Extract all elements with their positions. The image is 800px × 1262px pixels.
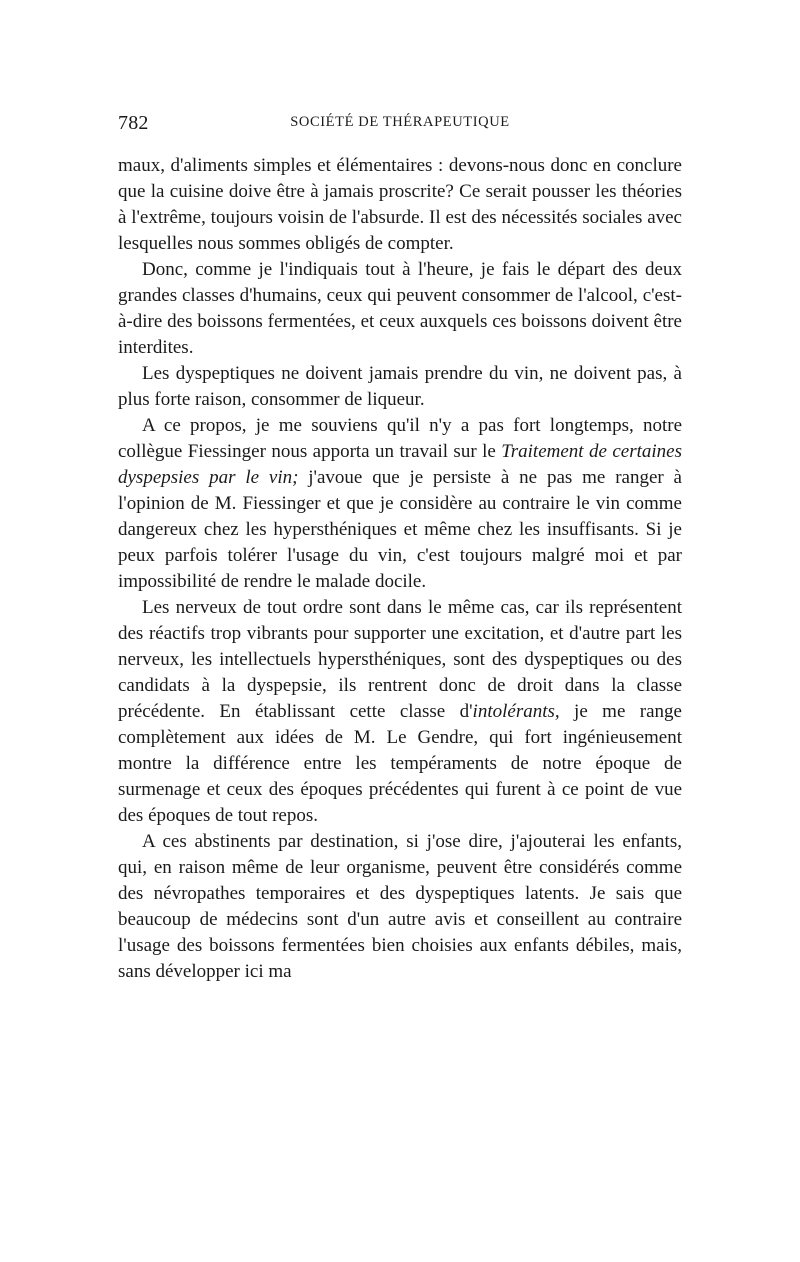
emphasized-term: intolérants, (472, 701, 560, 722)
paragraph-fiessinger (118, 413, 682, 595)
paragraph-fiessinger-text-end: j'avoue que je persiste à ne pas me ranger à l'opinion de M. Fiessinger et que je considère au contraire le vin comme dangereux chez les hypersthéniques et même chez les insuffisants. Si je peux parfois tolérer l'usage du vin, c'est toujours malgré moi et par impossibilité de rendre le malade docile. (118, 467, 682, 592)
book-page (118, 112, 682, 985)
paragraph-dyspeptiques: Les dyspeptiques ne doivent jamais prendre du vin, ne doivent pas, à plus forte raison, consommer de liqueur. (118, 363, 682, 410)
page-number: 782 (118, 112, 149, 134)
paragraph-nerveux-text-start: Les nerveux de tout ordre sont dans le même cas, car ils représentent des réactifs trop vibrants pour supporter une excitation, et d'autre part les nerveux, les intellectuels hypersthéniques, sont des dyspeptiques ou des candidats à la dyspepsie, ils rentrent donc de droit dans la classe précédente. En établissant cette classe d' (118, 597, 682, 722)
running-title: SOCIÉTÉ DE THÉRAPEUTIQUE (290, 114, 510, 130)
paragraph-nerveux (118, 595, 682, 829)
running-header (118, 112, 682, 142)
paragraph-continuation: maux, d'aliments simples et élémentaires : devons-nous donc en conclure que la cuisine doive être à jamais proscrite? Ce serait pousser les théories à l'extrême, toujours voisin de l'absurde. Il est des nécessités sociales avec lesquelles nous sommes obligés de compter. (118, 155, 682, 254)
cited-work-title: Traitement de certaines dyspepsies par le vin; (118, 441, 682, 488)
body-text (118, 153, 682, 985)
paragraph-fiessinger-text-start: A ce propos, je me souviens qu'il n'y a pas fort longtemps, notre collègue Fiessinger nous apporta un travail sur le (118, 415, 682, 462)
paragraph-enfants: A ces abstinents par destination, si j'ose dire, j'ajouterai les enfants, qui, en raison même de leur organisme, peuvent être considérés comme des névropathes temporaires et des dyspeptiques latents. Je sais que beaucoup de médecins sont d'un autre avis et conseillent au contraire l'usage des boissons fermentées bien choisies aux enfants débiles, mais, sans développer ici ma (118, 831, 682, 982)
paragraph-nerveux-text-end: je me range complètement aux idées de M. Le Gendre, qui fort ingénieusement montre la différence entre les tempéraments de notre époque de surmenage et ceux des époques précédentes qui furent à ce point de vue des époques de tout repos. (118, 701, 682, 826)
paragraph-two-classes: Donc, comme je l'indiquais tout à l'heure, je fais le départ des deux grandes classes d'humains, ceux qui peuvent consommer de l'alcool, c'est-à-dire des boissons fermentées, et ceux auxquels ces boissons doivent être interdites. (118, 259, 682, 358)
